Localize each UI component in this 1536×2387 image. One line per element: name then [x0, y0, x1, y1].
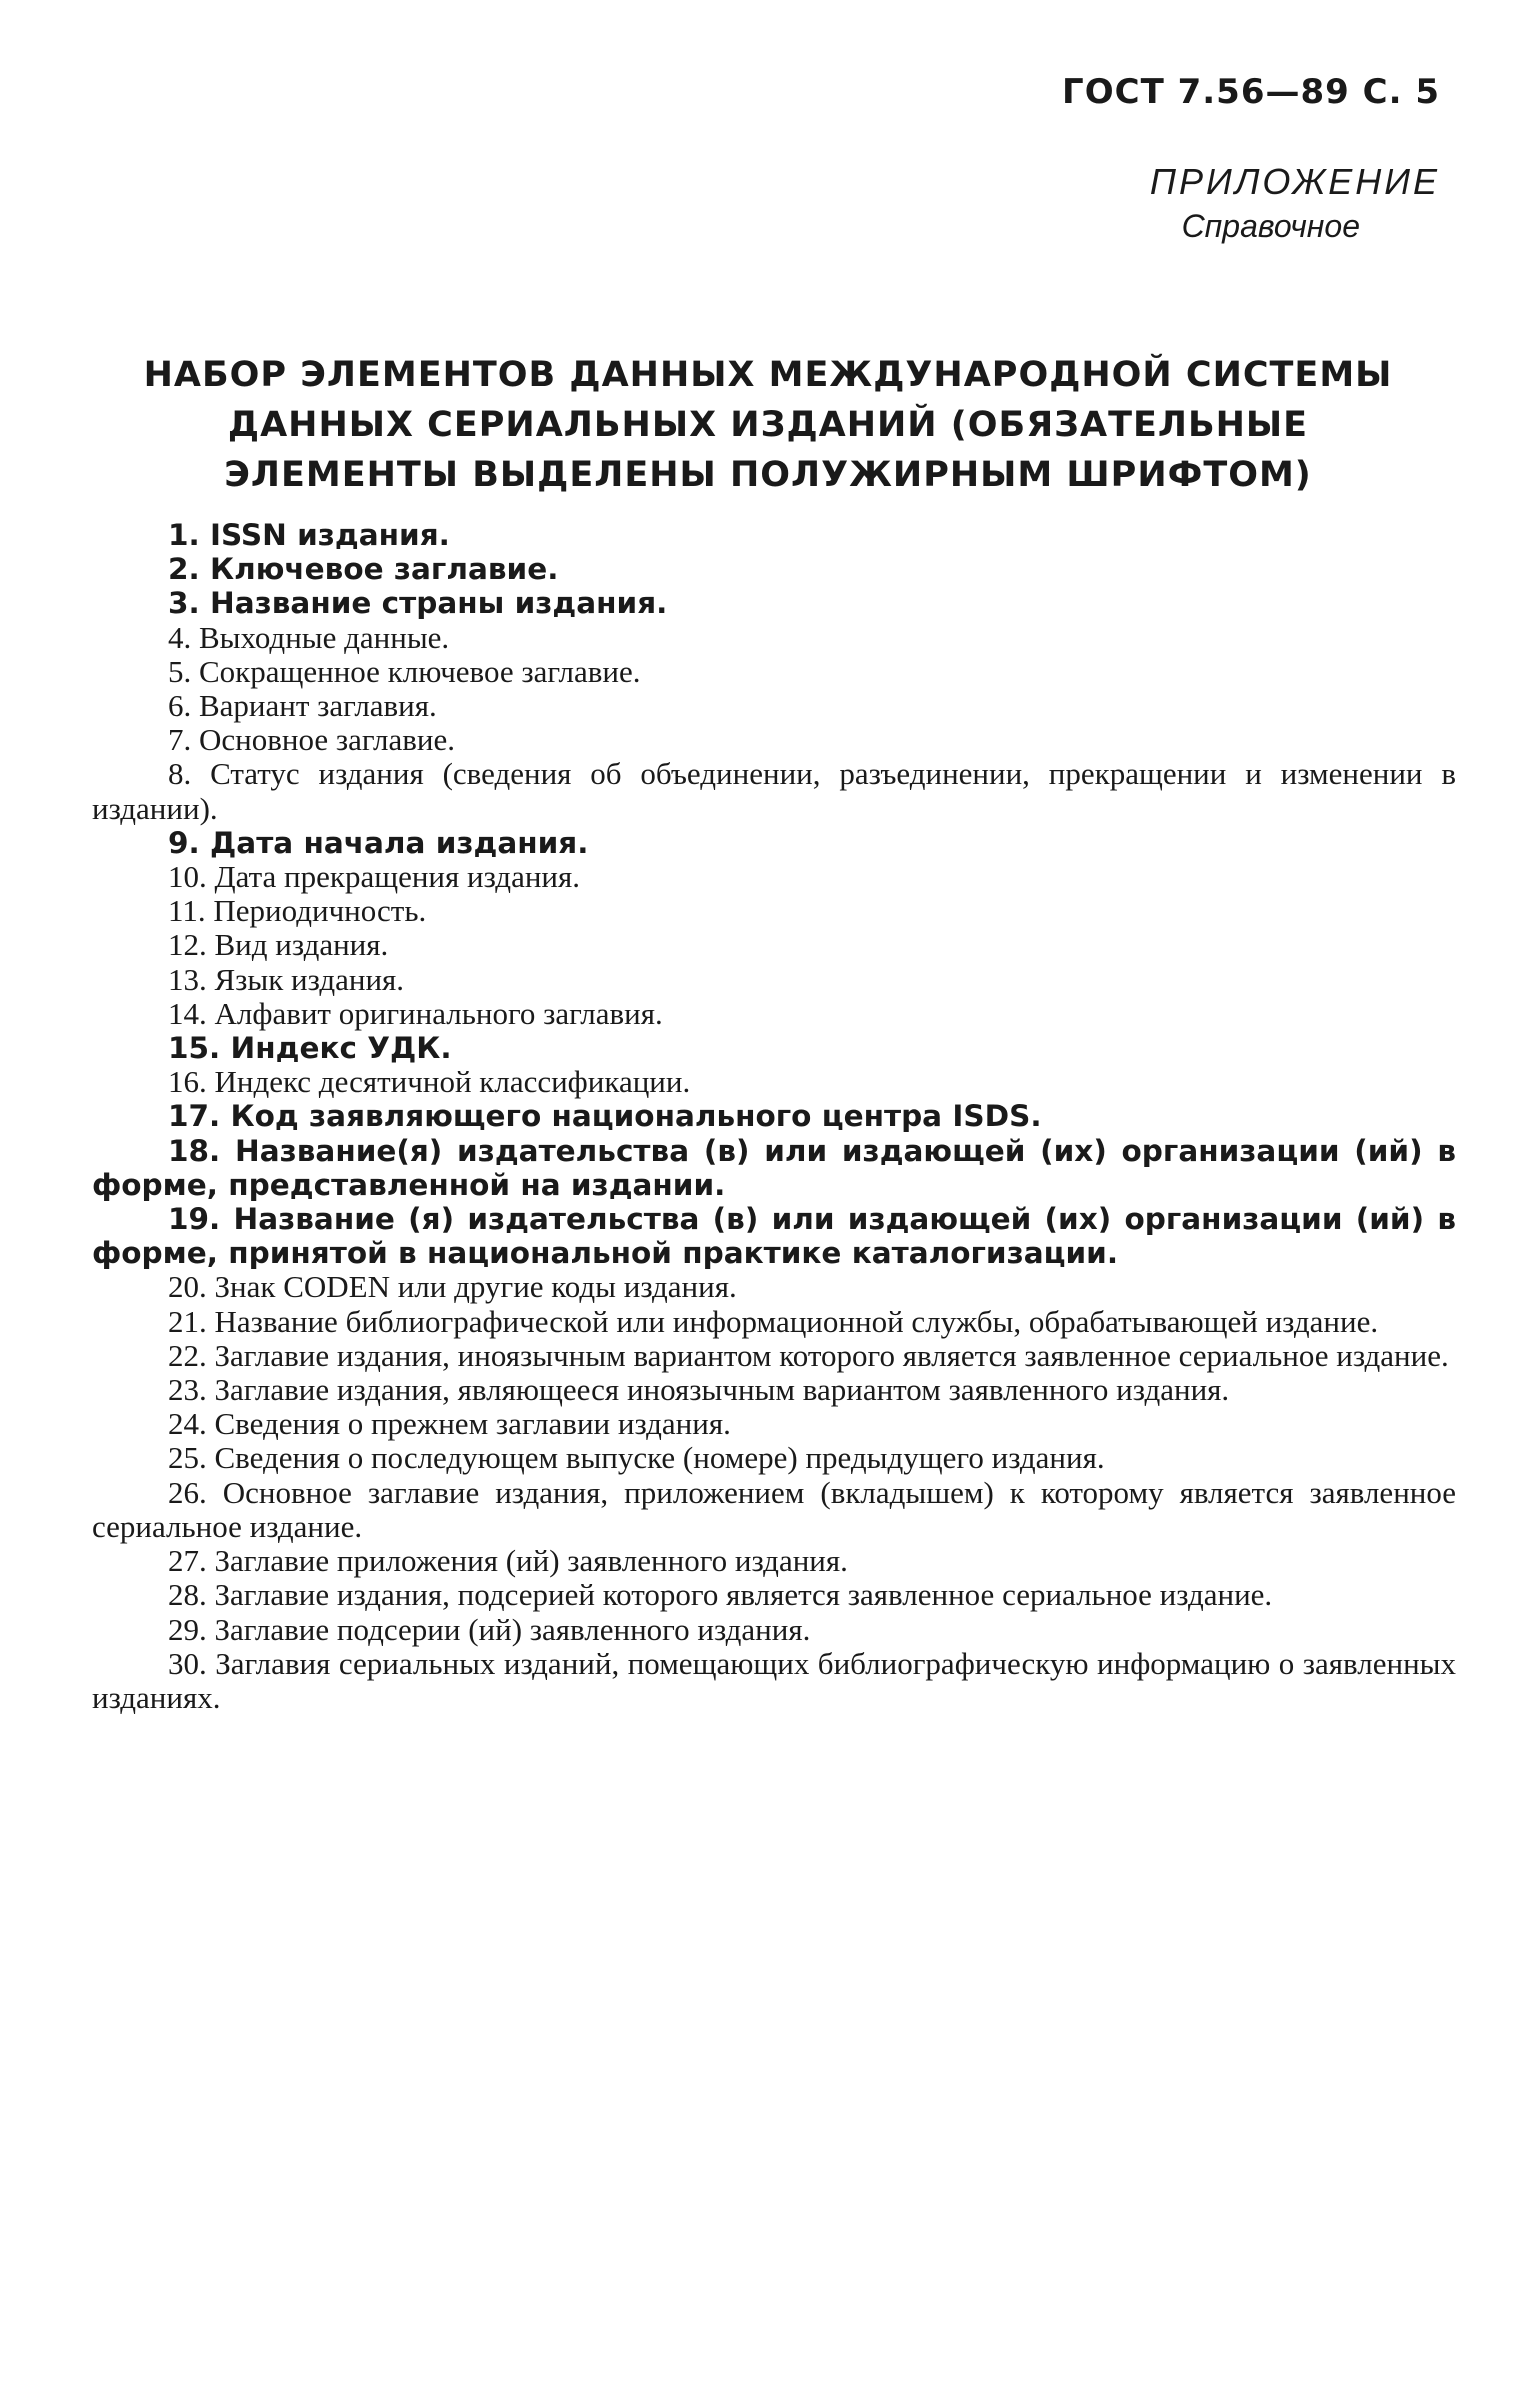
list-item: 15. Индекс УДК.	[168, 1031, 452, 1066]
list-item: 4. Выходные данные.	[168, 619, 450, 655]
list-item: 9. Дата начала издания.	[168, 825, 589, 860]
list-item: 22. Заглавие издания, иноязычным вариантом которого является заявленное сериальное издание.	[168, 1337, 1449, 1373]
page-header-standard: ГОСТ 7.56—89 С. 5	[1062, 72, 1440, 112]
title-line-3: ЭЛЕМЕНТЫ ВЫДЕЛЕНЫ ПОЛУЖИРНЫМ ШРИФТОМ)	[224, 455, 1312, 495]
list-item: 14. Алфавит оригинального заглавия.	[168, 995, 663, 1031]
document-title	[140, 350, 1396, 500]
list-item: 8. Статус издания (сведения об объединении, разъединении, прекращении и изменении в издании).	[92, 756, 1456, 826]
list-item: 25. Сведения о последующем выпуске (номере) предыдущего издания.	[168, 1440, 1105, 1476]
list-item: 3. Название страны издания.	[168, 586, 668, 621]
list-item: 20. Знак CODEN или другие коды издания.	[168, 1269, 737, 1305]
list-item: 30. Заглавия сериальных изданий, помещающих библиографическую информацию о заявленных изданиях.	[92, 1645, 1457, 1715]
appendix-type: Справочное	[1181, 208, 1360, 244]
list-item: 29. Заглавие подсерии (ий) заявленного издания.	[168, 1611, 811, 1647]
list-item: 28. Заглавие издания, подсерией которого является заявленное сериальное издание.	[168, 1577, 1273, 1613]
list-item: 17. Код заявляющего национального центра ISDS.	[168, 1099, 1042, 1134]
list-item: 19. Название (я) издательства (в) или издающей (их) организации (ий) в форме, принятой в национальной практике каталогизации.	[92, 1202, 1456, 1271]
list-item: 16. Индекс десятичной классификации.	[168, 1064, 691, 1100]
list-item: 5. Сокращенное ключевое заглавие.	[168, 653, 641, 689]
list-item: 13. Язык издания.	[168, 961, 405, 997]
list-item: 1. ISSN издания.	[168, 518, 450, 552]
list-item: 10. Дата прекращения издания.	[168, 859, 581, 895]
list-item: 27. Заглавие приложения (ий) заявленного издания.	[168, 1543, 848, 1579]
list-item: 24. Сведения о прежнем заглавии издания.	[168, 1406, 731, 1442]
list-item: 11. Периодичность.	[168, 893, 427, 929]
list-item: 18. Название(я) издательства (в) или издающей (их) организации (ий) в форме, представленной на издании.	[92, 1133, 1456, 1202]
list-item: 26. Основное заглавие издания, приложением (вкладышем) к которому является заявленное сериальное издание.	[92, 1474, 1457, 1544]
list-item: 21. Название библиографической или информационной службы, обрабатывающей издание.	[168, 1303, 1379, 1339]
title-line-2: ДАННЫХ СЕРИАЛЬНЫХ ИЗДАНИЙ (ОБЯЗАТЕЛЬНЫЕ	[227, 405, 1309, 445]
data-elements-list	[92, 518, 1456, 1715]
list-item: 23. Заглавие издания, являющееся иноязычным вариантом заявленного издания.	[168, 1372, 1230, 1408]
title-line-1: НАБОР ЭЛЕМЕНТОВ ДАННЫХ МЕЖДУНАРОДНОЙ СИСТЕМЫ	[143, 355, 1393, 395]
list-item: 7. Основное заглавие.	[168, 722, 455, 758]
appendix-block	[1150, 160, 1440, 248]
list-item: 12. Вид издания.	[168, 927, 389, 963]
list-item: 2. Ключевое заглавие.	[168, 552, 559, 587]
list-item: 6. Вариант заглавия.	[168, 688, 437, 724]
appendix-label: ПРИЛОЖЕНИЕ	[1149, 161, 1440, 202]
